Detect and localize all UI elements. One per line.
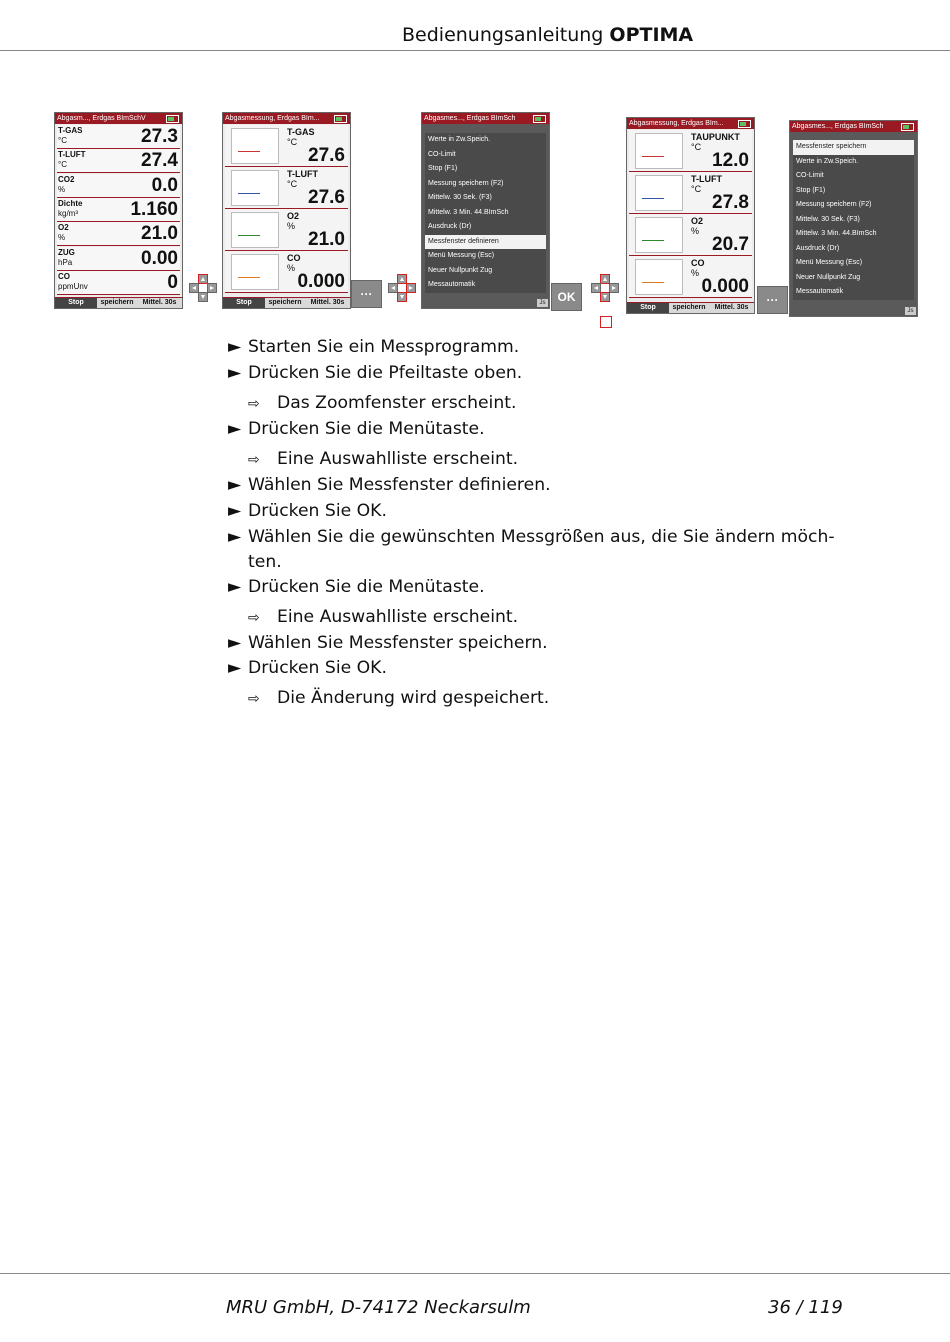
action-step [228, 363, 522, 383]
measurement-unit: % [58, 233, 66, 243]
action-step [228, 501, 387, 521]
arrow-keypad [389, 274, 415, 300]
measurement-unit: °C [287, 137, 298, 147]
measurement-value: 21.0 [308, 229, 345, 250]
action-step [228, 577, 485, 597]
zoom-row [225, 167, 348, 209]
zoom-row [629, 172, 752, 214]
zoom-row [629, 130, 752, 172]
menu-item: Neuer Nullpunkt Zug [428, 266, 493, 274]
trend-graph [231, 170, 279, 206]
softkey-bar [223, 297, 350, 308]
measurement-name: ZUG [58, 247, 75, 257]
measurement-unit: °C [287, 179, 298, 189]
action-step [228, 658, 387, 678]
trend-line [642, 240, 664, 241]
measurement-name: O2 [287, 211, 300, 221]
footer-rule [0, 1273, 950, 1274]
action-arrow-icon: ► [228, 527, 242, 547]
action-arrow-icon: ► [228, 658, 242, 678]
menu-item: Ausdruck (Dr) [428, 223, 472, 230]
measurement-unit: °C [691, 184, 702, 194]
trend-graph [231, 128, 279, 164]
measurement-unit: ppmUnv [58, 281, 88, 291]
menu-item: Menü Messung (Esc) [796, 259, 863, 266]
measurement-value: 0 [167, 271, 178, 293]
menu-item: Messung speichern (F2) [428, 179, 504, 187]
result-arrow-icon: ⇨ [248, 691, 260, 707]
softkey-stop: Stop [55, 298, 97, 308]
zoom-row [225, 209, 348, 251]
result-line [248, 688, 549, 708]
step-text: Die Änderung wird gespeichert. [277, 688, 550, 708]
measurement-name: O2 [691, 216, 704, 226]
measurement-unit: °C [691, 142, 702, 152]
device-screen-menu [421, 112, 550, 309]
measurement-name: CO [58, 271, 70, 281]
device-screen-measurement [54, 112, 183, 309]
measurement-name: T-GAS [58, 126, 83, 135]
menu-item: Messautomatik [428, 281, 476, 288]
step-text: Wählen Sie die gewünschten Messgrößen aus, die Sie ändern möch- [248, 527, 835, 547]
footer-company: MRU GmbH, D-74172 Neckarsulm [226, 1297, 531, 1318]
step-text: Drücken Sie die Menütaste. [248, 419, 485, 439]
step-text: Eine Auswahlliste erscheint. [277, 607, 519, 627]
measurement-value: 27.3 [141, 126, 178, 147]
trend-line [238, 193, 260, 194]
menu-item: Messfenster speichern [793, 140, 914, 155]
action-step [228, 475, 551, 495]
result-arrow-icon: ⇨ [248, 396, 260, 412]
trend-line [238, 151, 260, 152]
action-arrow-icon: ► [228, 337, 242, 357]
ok-key: OK [551, 283, 582, 311]
battery-icon [901, 123, 914, 131]
menu-item: CO-Limit [796, 172, 824, 179]
softkey-save: speichern [265, 298, 305, 308]
arrow-right-key [406, 283, 416, 293]
menu-key: ··· [757, 286, 788, 314]
measurement-unit: % [691, 226, 700, 236]
screen-title: Abgasmes..., Erdgas BImSch [422, 113, 549, 124]
page-number: 36 / 119 [768, 1297, 843, 1318]
menu-item: Werte in Zw.Speich. [796, 157, 859, 165]
measurement-row [57, 247, 180, 271]
zoom-row [629, 256, 752, 298]
battery-icon [533, 115, 546, 123]
measurement-value: 12.0 [712, 150, 749, 171]
measurement-unit: % [287, 221, 296, 231]
trend-graph [231, 254, 279, 290]
measurement-row [57, 198, 180, 222]
step-text: Eine Auswahlliste erscheint. [277, 449, 519, 469]
battery-icon [738, 120, 751, 128]
step-text: Das Zoomfenster erscheint. [277, 393, 517, 413]
measurement-name: CO [691, 258, 705, 268]
measurement-row [57, 174, 180, 198]
softkey-stop: Stop [223, 298, 265, 308]
menu-key: ··· [351, 280, 382, 308]
softkey-bar [627, 302, 754, 313]
result-arrow-icon: ⇨ [248, 610, 260, 626]
action-arrow-icon: ► [228, 633, 242, 653]
measurement-name: O2 [58, 223, 69, 233]
action-arrow-icon: ► [228, 501, 242, 521]
result-line [248, 607, 518, 627]
step-text: Wählen Sie Messfenster definieren. [248, 475, 551, 495]
measurement-name: TAUPUNKT [691, 132, 740, 142]
js-indicator: Js [537, 299, 548, 307]
softkey-average: Mittel. 30s [305, 298, 350, 308]
menu-item: Stop (F1) [428, 165, 458, 172]
menu-item: Messung speichern (F2) [796, 201, 872, 208]
measurement-row [57, 125, 180, 149]
menu-item: Werte in Zw.Speich. [428, 136, 491, 143]
screen-title: Abgasmessung, Erdgas BIm... [627, 118, 754, 129]
selection-marker [600, 316, 612, 328]
measurement-value: 27.8 [712, 192, 749, 213]
measurement-row [57, 222, 180, 246]
measurement-name: CO [287, 253, 301, 263]
trend-line [642, 156, 664, 157]
measurement-value: 1.160 [130, 198, 178, 220]
measurement-row [57, 149, 180, 173]
softkey-bar [55, 297, 182, 308]
trend-graph [635, 217, 683, 253]
measurement-unit: % [691, 268, 700, 278]
arrow-down-key [397, 292, 407, 302]
trend-line [642, 198, 664, 199]
softkey-average: Mittel. 30s [137, 298, 182, 308]
menu-item: Stop (F1) [796, 186, 826, 194]
step-text: Drücken Sie OK. [248, 658, 387, 678]
action-step [228, 337, 519, 357]
step-text: Wählen Sie Messfenster speichern. [248, 633, 548, 653]
device-screen-zoom-edited [626, 117, 755, 314]
softkey-save: speichern [669, 303, 709, 313]
measurement-value: 27.6 [308, 187, 345, 208]
measurement-name: CO2 [58, 174, 75, 184]
trend-line [238, 235, 260, 236]
trend-graph [231, 212, 279, 248]
measurement-name: Dichte [58, 198, 83, 208]
trend-line [642, 282, 664, 283]
device-screen-menu-save [789, 120, 918, 317]
trend-graph [635, 133, 683, 169]
header-rule [0, 50, 950, 51]
arrow-right-key [207, 283, 217, 293]
measurement-value: 0.000 [297, 271, 345, 292]
measurement-value: 27.6 [308, 145, 345, 166]
action-step [248, 552, 282, 572]
action-arrow-icon: ► [228, 419, 242, 439]
step-text: Starten Sie ein Messprogramm. [248, 337, 520, 357]
measurement-name: T-LUFT [287, 169, 318, 179]
menu-item: Mittelw. 3 Min. 44.BImSch [796, 230, 877, 237]
device-screen-zoom [222, 112, 351, 309]
screen-title: Abgasmessung, Erdgas BIm... [223, 113, 350, 124]
arrow-right-key [609, 283, 619, 293]
action-step [228, 527, 835, 547]
menu-item: Mittelw. 3 Min. 44.BImSch [428, 208, 509, 216]
step-text: Drücken Sie OK. [248, 501, 387, 521]
softkey-stop: Stop [627, 303, 669, 313]
menu-item: Ausdruck (Dr) [796, 244, 840, 252]
action-step [228, 633, 548, 653]
arrow-keypad [190, 274, 216, 300]
step-text: Drücken Sie die Pfeiltaste oben. [248, 363, 523, 383]
measurement-name: T-LUFT [58, 150, 86, 160]
measurement-unit: kg/m³ [58, 208, 78, 218]
selection-list [793, 140, 914, 300]
menu-item: Menü Messung (Esc) [428, 252, 495, 259]
step-text: ten. [248, 552, 282, 572]
softkey-average: Mittel. 30s [709, 303, 754, 313]
zoom-row [225, 251, 348, 293]
menu-item: Mittelw. 30 Sek. (F3) [796, 215, 860, 223]
measurement-unit: °C [58, 136, 67, 145]
result-line [248, 393, 516, 413]
result-arrow-icon: ⇨ [248, 452, 260, 468]
js-indicator: Js [905, 307, 916, 315]
trend-line [238, 277, 260, 278]
measurement-value: 20.7 [712, 234, 749, 255]
step-text: Drücken Sie die Menütaste. [248, 577, 485, 597]
action-arrow-icon: ► [228, 475, 242, 495]
measurement-value: 0.0 [151, 174, 178, 196]
page-header [0, 24, 950, 50]
zoom-row [629, 214, 752, 256]
header-title: Bedienungsanleitung OPTIMA [402, 24, 694, 46]
measurement-value: 0.00 [141, 247, 178, 269]
measurement-value: 21.0 [141, 223, 178, 245]
menu-item: Messfenster definieren [425, 235, 546, 250]
softkey-save: speichern [97, 298, 137, 308]
action-arrow-icon: ► [228, 577, 242, 597]
menu-item: CO-Limit [428, 150, 456, 158]
screen-title: Abgasm..., Erdgas BImSchV [55, 113, 182, 124]
battery-icon [166, 115, 179, 123]
measurement-unit: °C [58, 160, 67, 170]
selection-list [425, 133, 546, 293]
measurement-value: 27.4 [141, 150, 178, 172]
menu-item: Messautomatik [796, 288, 844, 295]
measurement-value: 0.000 [701, 276, 749, 297]
measurement-name: T-LUFT [691, 174, 722, 184]
action-step [228, 419, 485, 439]
menu-item: Mittelw. 30 Sek. (F3) [428, 194, 492, 201]
measurement-unit: hPa [58, 257, 73, 267]
action-arrow-icon: ► [228, 363, 242, 383]
measurement-row [57, 271, 180, 295]
screen-title: Abgasmes..., Erdgas BImSch [790, 121, 917, 132]
arrow-down-key [198, 292, 208, 302]
measurement-name: T-GAS [287, 127, 315, 137]
trend-graph [635, 175, 683, 211]
menu-item: Neuer Nullpunkt Zug [796, 273, 861, 281]
battery-icon [334, 115, 347, 123]
zoom-row [225, 125, 348, 167]
measurement-unit: % [287, 263, 296, 273]
measurement-unit: % [58, 184, 66, 194]
trend-graph [635, 259, 683, 295]
arrow-keypad [592, 274, 618, 300]
result-line [248, 449, 518, 469]
arrow-down-key [600, 292, 610, 302]
